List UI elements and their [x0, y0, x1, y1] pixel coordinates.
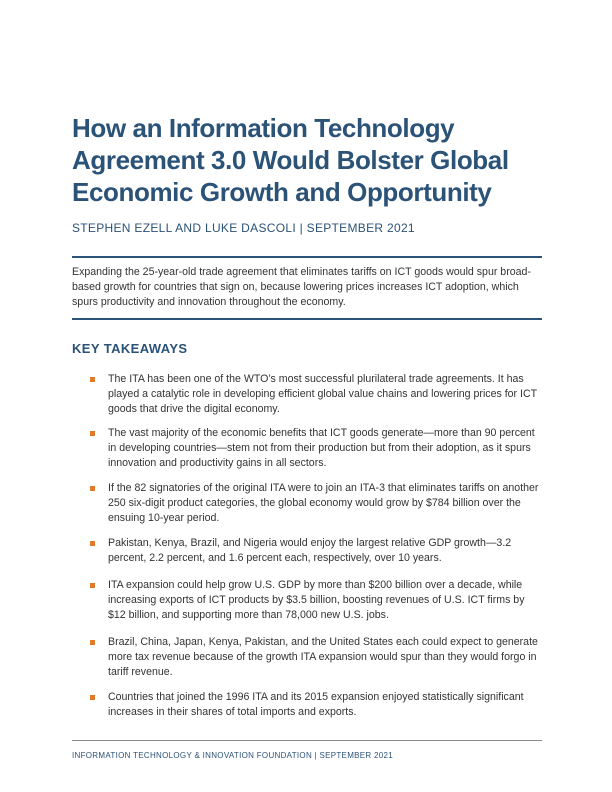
takeaway-text: Brazil, China, Japan, Kenya, Pakistan, and the United States each could expect to generate more tax revenue because of the growth ITA expansion would spur than they would forgo in tariff revenue. [108, 636, 538, 678]
summary-paragraph: Expanding the 25-year-old trade agreement that eliminates tariffs on ICT goods would spur broad-based growth for countries that sign on, because lowering prices increases ICT adoption, which spurs productivity and innovation throughout the economy. [72, 266, 531, 308]
takeaway-text: If the 82 signatories of the original ITA were to join an ITA-3 that eliminates tariffs on another 250 six-digit product categories, the global economy would grow by $784 billion over the ensuing 10-year period. [108, 482, 539, 524]
square-bullet-icon [90, 486, 95, 491]
page-title: How an Information Technology Agreement 3.0 Would Bolster Global Economic Growth and Opportunity [72, 113, 509, 207]
square-bullet-icon [90, 640, 95, 645]
takeaway-text: Pakistan, Kenya, Brazil, and Nigeria would enjoy the largest relative GDP growth—3.2 percent, 2.2 percent, and 1.6 percent each, respectively, over 10 years. [108, 537, 512, 564]
takeaway-text: ITA expansion could help grow U.S. GDP by more than $200 billion over a decade, while increasing exports of ICT products by $3.5 billion, boosting revenues of U.S. ICT firms by $12 billion, and supporting more than 78,000 new U.S. jobs. [108, 579, 525, 621]
authors-date-line: STEPHEN EZELL AND LUKE DASCOLI | SEPTEMBER 2021 [72, 221, 415, 235]
square-bullet-icon [90, 431, 95, 436]
takeaway-text: The vast majority of the economic benefits that ICT goods generate—more than 90 percent in developing countries—stem not from their production but from their adoption, as it spurs innovation and productivity gains in all sectors. [108, 427, 535, 469]
footer-rule [72, 740, 542, 741]
summary-bottom-rule [72, 318, 542, 320]
takeaway-text: Countries that joined the 1996 ITA and its 2015 expansion enjoyed statistically significant increases in their shares of total imports and exports. [108, 691, 524, 718]
takeaway-text: The ITA has been one of the WTO’s most successful plurilateral trade agreements. It has played a catalytic role in developing efficient global value chains and lowering prices for ICT goods that drive the digital economy. [108, 373, 537, 415]
square-bullet-icon [90, 695, 95, 700]
square-bullet-icon [90, 377, 95, 382]
square-bullet-icon [90, 583, 95, 588]
summary-top-rule [72, 256, 542, 258]
key-takeaways-heading: KEY TAKEAWAYS [72, 341, 188, 356]
square-bullet-icon [90, 541, 95, 546]
page-footer: INFORMATION TECHNOLOGY & INNOVATION FOUNDATION | SEPTEMBER 2021 [72, 751, 394, 760]
